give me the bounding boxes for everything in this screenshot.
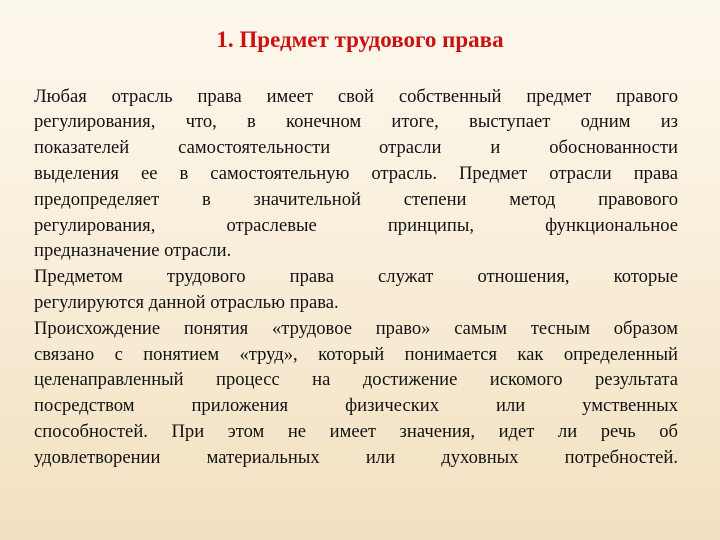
text-line: показателей самостоятельности отрасли и обоснованности	[34, 137, 678, 159]
paragraph-origin-of-concept	[34, 316, 678, 471]
paragraph-labour-law-subject	[34, 264, 678, 316]
text-line: Происхождение понятия «трудовое право» самым тесным образом	[34, 317, 678, 339]
text-line: выделения ее в самостоятельную отрасль. Предмет отрасли права	[34, 162, 678, 184]
text-line: посредством приложения физических или умственных	[34, 395, 678, 417]
text-line: способностей. При этом не имеет значения, идет ли речь об	[34, 420, 678, 442]
text-line: регулирования, что, в конечном итоге, выступает одним из	[34, 111, 678, 133]
text-line: предназначение отрасли.	[34, 240, 232, 262]
text-line: Предметом трудового права служат отношения, которые	[34, 266, 678, 288]
text-line: регулирования, отраслевые принципы, функциональное	[34, 214, 678, 236]
paragraph-subject-of-law	[34, 84, 678, 265]
text-line: удовлетворении материальных или духовных потребностей.	[34, 446, 678, 468]
text-line: регулируются данной отраслью права.	[34, 291, 339, 313]
text-line: связано с понятием «труд», который понимается как определенный	[34, 343, 678, 365]
slide-title: 1. Предмет трудового права	[216, 27, 504, 52]
text-line: Любая отрасль права имеет свой собственный предмет правого	[34, 85, 678, 107]
text-line: предопределяет в значительной степени метод правового	[34, 188, 678, 210]
text-line: целенаправленный процесс на достижение искомого результата	[34, 369, 678, 391]
slide-body	[34, 84, 678, 471]
